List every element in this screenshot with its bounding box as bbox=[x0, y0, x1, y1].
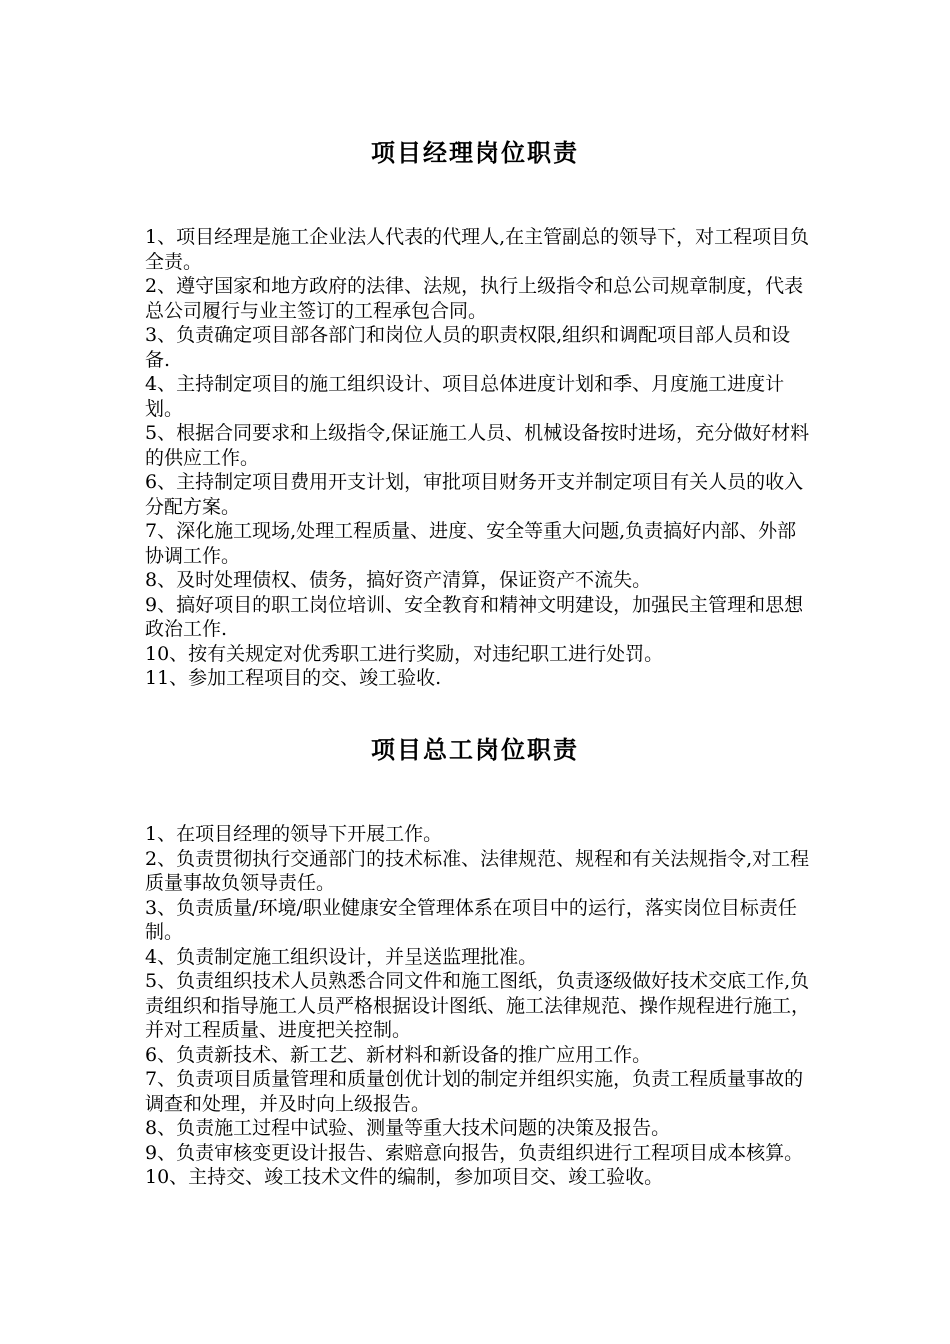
list-item: 1、在项目经理的领导下开展工作。 bbox=[145, 823, 443, 845]
list-item: 11、参加工程项目的交、竣工验收. bbox=[145, 667, 442, 689]
list-item: 7、深化施工现场,处理工程质量、进度、安全等重大问题,负责搞好内部、外部协调工作。 bbox=[145, 520, 797, 567]
list-item: 10、按有关规定对优秀职工进行奖励，对违纪职工进行处罚。 bbox=[145, 642, 664, 665]
section-title-chief-engineer: 项目总工岗位职责 bbox=[371, 736, 579, 764]
list-item: 10、主持交、竣工技术文件的编制，参加项目交、竣工验收。 bbox=[145, 1166, 664, 1188]
list-item: 2、负责贯彻执行交通部门的技术标准、法律规范、规程和有关法规指令,对工程质量事故负领导责任。 bbox=[145, 847, 810, 894]
section-title-project-manager: 项目经理岗位职责 bbox=[371, 139, 579, 167]
list-item: 3、负责质量/环境/职业健康安全管理体系在项目中的运行，落实岗位目标责任制。 bbox=[145, 896, 797, 943]
list-item: 4、负责制定施工组织设计，并呈送监理批准。 bbox=[145, 945, 538, 968]
list-item: 8、负责施工过程中试验、测量等重大技术问题的决策及报告。 bbox=[145, 1117, 671, 1139]
list-item: 3、负责确定项目部各部门和岗位人员的职责权限,组织和调配项目部人员和设备. bbox=[145, 324, 791, 371]
list-item: 7、负责项目质量管理和质量创优计划的制定并组织实施，负责工程质量事故的调查和处理，并及时向上级报告。 bbox=[145, 1068, 804, 1115]
list-item: 8、及时处理债权、债务，搞好资产清算，保证资产不流失。 bbox=[145, 569, 652, 591]
list-item: 5、负责组织技术人员熟悉合同文件和施工图纸，负责逐级做好技术交底工作,负责组织和指导施工人员严格根据设计图纸、施工法律规范、操作规程进行施工，并对工程质量、进度把关控制。 bbox=[145, 970, 811, 1041]
list-item: 2、遵守国家和地方政府的法律、法规，执行上级指令和总公司规章制度，代表总公司履行与业主签订的工程承包合同。 bbox=[145, 275, 804, 322]
list-item: 9、负责审核变更设计报告、索赔意向报告，负责组织进行工程项目成本核算。 bbox=[145, 1141, 804, 1164]
list-item: 9、搞好项目的职工岗位培训、安全教育和精神文明建设，加强民主管理和思想政治工作. bbox=[145, 593, 804, 640]
list-item: 6、主持制定项目费用开支计划，审批项目财务开支并制定项目有关人员的收入分配方案。 bbox=[145, 471, 804, 518]
project-manager-duties-list bbox=[145, 225, 810, 691]
list-item: 6、负责新技术、新工艺、新材料和新设备的推广应用工作。 bbox=[145, 1043, 652, 1066]
list-item: 5、根据合同要求和上级指令,保证施工人员、机械设备按时进场，充分做好材料的供应工作。 bbox=[145, 422, 810, 469]
list-item: 1、项目经理是施工企业法人代表的代理人,在主管副总的领导下，对工程项目负全责。 bbox=[145, 226, 810, 273]
list-item: 4、主持制定项目的施工组织设计、项目总体进度计划和季、月度施工进度计划。 bbox=[145, 373, 785, 420]
chief-engineer-duties-list bbox=[145, 822, 810, 1190]
